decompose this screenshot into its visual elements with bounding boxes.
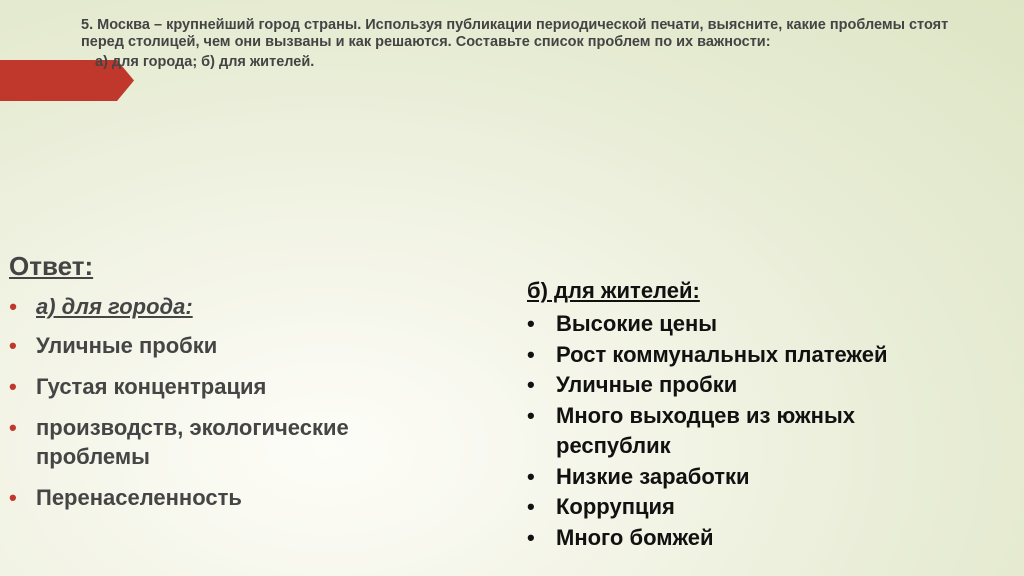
list-item: • Низкие заработки — [527, 462, 967, 493]
list-item: • Густая концентрация — [9, 372, 439, 401]
residents-problems-list — [527, 309, 967, 553]
question-main: 5. Москва – крупнейший город страны. Используя публикации периодической печати, выясните, какие проблемы стоят перед столицей, чем они вызваны и как решаются. Составьте список проблем по их важности: — [81, 17, 949, 50]
list-item: • производств, экологические проблемы — [9, 413, 439, 471]
list-item: • Перенаселенность — [9, 483, 439, 512]
list-item: • Много выходцев из южных республик — [527, 401, 967, 462]
list-item: • Высокие цены — [527, 309, 967, 340]
question-text — [81, 17, 981, 71]
list-item: • Уличные пробки — [527, 370, 967, 401]
list-item: • Рост коммунальных платежей — [527, 340, 967, 371]
city-list-label: • а) для города: — [9, 292, 439, 321]
answer-heading: Ответ: — [9, 251, 94, 281]
city-problems-list — [9, 292, 439, 524]
list-item: • Много бомжей — [527, 523, 967, 554]
list-item: • Уличные пробки — [9, 331, 439, 360]
question-sub: а) для города; б) для жителей. — [95, 54, 315, 70]
residents-list-label: б) для жителей: — [527, 278, 700, 303]
list-item: • Коррупция — [527, 492, 967, 523]
